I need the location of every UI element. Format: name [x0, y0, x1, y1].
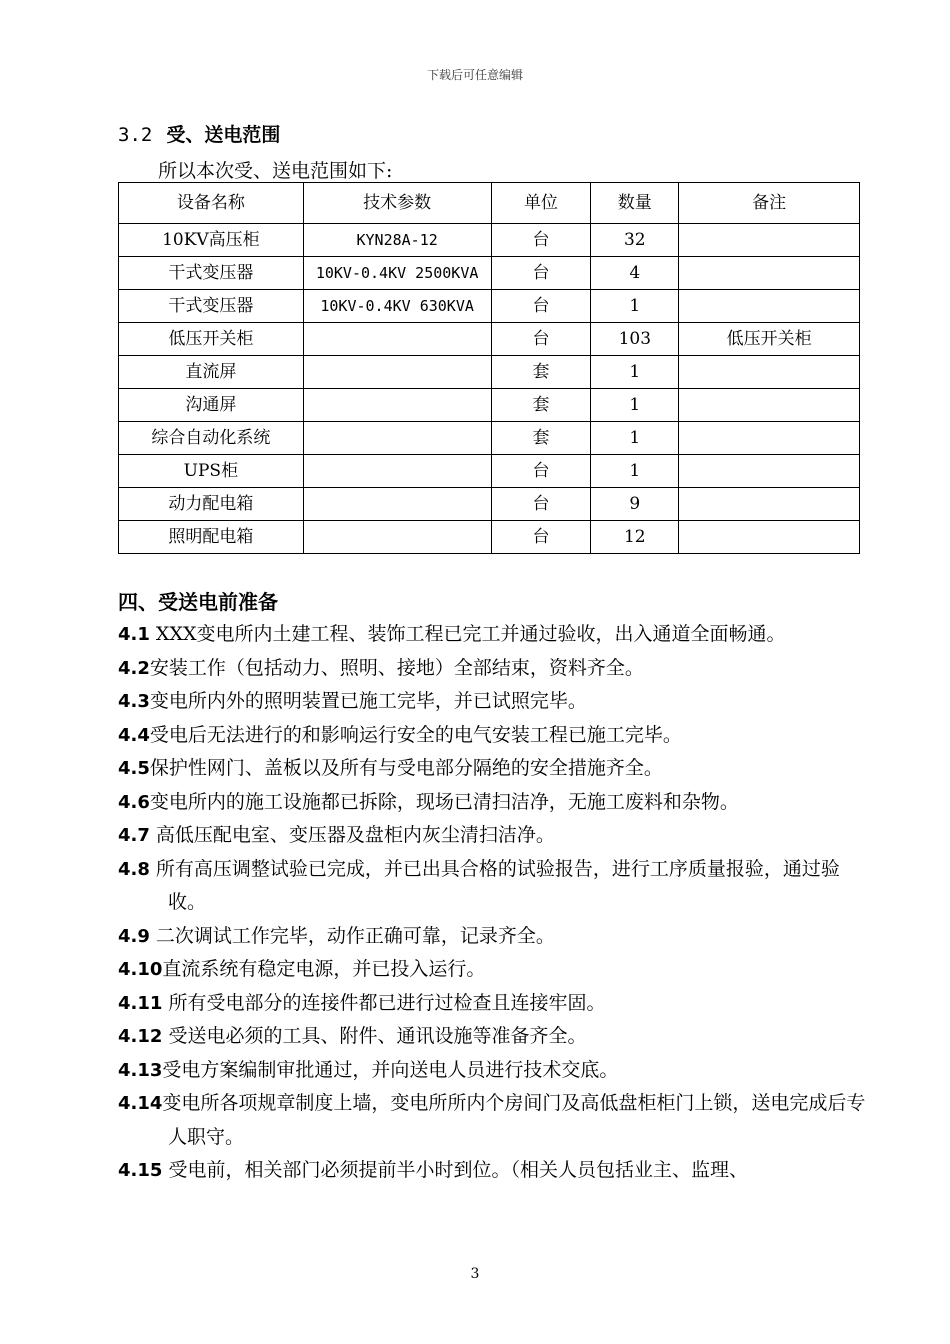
- table-cell: 动力配电箱: [119, 488, 304, 521]
- table-cell: [679, 290, 860, 323]
- item-number: 4.1: [118, 624, 150, 645]
- table-cell: 台: [491, 290, 591, 323]
- table-cell: [303, 488, 491, 521]
- list-item: [118, 987, 866, 1021]
- item-number: 4.9: [118, 925, 150, 947]
- table-cell: 照明配电箱: [119, 521, 304, 554]
- list-item: [118, 1054, 866, 1088]
- list-item: [118, 752, 866, 786]
- list-item: [118, 1087, 866, 1154]
- table-cell: 1: [591, 356, 679, 389]
- table-cell: 直流屏: [119, 356, 304, 389]
- table-cell: 套: [491, 422, 591, 455]
- table-cell: 台: [491, 488, 591, 521]
- table-cell: 台: [491, 521, 591, 554]
- header-note: 下载后可任意编辑: [426, 68, 523, 82]
- table-cell: 12: [591, 521, 679, 554]
- item-text: 直流系统有稳定电源，并已投入运行。: [162, 958, 486, 980]
- table-row: [119, 488, 860, 521]
- table-cell: [679, 422, 860, 455]
- table-row: [119, 389, 860, 422]
- chapter-title: 四、受送电前准备: [118, 590, 278, 614]
- table-header-row: [119, 183, 860, 224]
- list-item: [118, 719, 866, 753]
- table-cell: 干式变压器: [119, 257, 304, 290]
- item-number: 4.11: [118, 992, 163, 1014]
- table-row: [119, 290, 860, 323]
- col-header: 技术参数: [303, 183, 491, 224]
- table-cell: KYN28A-12: [303, 224, 491, 257]
- item-text: 变电所内外的照明装置已施工完毕，并已试照完毕。: [149, 690, 587, 712]
- table-cell: [303, 356, 491, 389]
- table-row: [119, 224, 860, 257]
- table-cell: 套: [491, 356, 591, 389]
- table-cell: 4: [591, 257, 679, 290]
- table-cell: [679, 224, 860, 257]
- table-row: [119, 521, 860, 554]
- table-cell: [303, 323, 491, 356]
- item-number: 4.12: [118, 1026, 163, 1047]
- list-item: [118, 1154, 866, 1188]
- item-text: 所有高压调整试验已完成，并已出具合格的试验报告，进行工序质量报验，通过验收。: [149, 857, 840, 913]
- table-row: [119, 356, 860, 389]
- table-row: [119, 257, 860, 290]
- list-item: [118, 853, 866, 920]
- item-text: 二次调试工作完毕，动作正确可靠，记录齐全。: [149, 924, 555, 947]
- table-cell: UPS柜: [119, 455, 304, 488]
- list-item: [118, 920, 866, 954]
- table-cell: 套: [491, 389, 591, 422]
- table-cell: 1: [591, 455, 679, 488]
- list-item: [118, 953, 866, 987]
- item-list: [118, 618, 866, 1188]
- item-text: 高低压配电室、变压器及盘柜内灰尘清扫洁净。: [149, 824, 555, 846]
- section-title-text: 受、送电范围: [166, 124, 281, 146]
- item-text: 所有受电部分的连接件都已进行过检查且连接牢固。: [162, 991, 606, 1014]
- table-cell: 1: [591, 422, 679, 455]
- table-cell: 台: [491, 323, 591, 356]
- table-cell: [303, 521, 491, 554]
- item-number: 4.13: [118, 1059, 163, 1081]
- equipment-table: [118, 182, 860, 554]
- table-cell: 低压开关柜: [679, 323, 860, 356]
- item-number: 4.14: [118, 1093, 163, 1114]
- list-item: [118, 1020, 866, 1054]
- item-number: 4.10: [118, 959, 163, 980]
- table-cell: 台: [491, 224, 591, 257]
- page-number: 3: [470, 1266, 480, 1282]
- table-cell: 台: [491, 257, 591, 290]
- item-number: 4.5: [118, 758, 150, 779]
- item-text: 受电前，相关部门必须提前半小时到位。（相关人员包括业主、监理、: [162, 1159, 748, 1181]
- section-number: 3.2: [118, 124, 153, 146]
- item-text: 保护性网门、盖板以及所有与受电部分隔绝的安全措施齐全。: [149, 757, 663, 779]
- item-number: 4.4: [118, 724, 150, 746]
- item-text: 受电方案编制审批通过，并向送电人员进行技术交底。: [162, 1058, 619, 1081]
- table-row: [119, 455, 860, 488]
- table-cell: [679, 356, 860, 389]
- item-number: 4.7: [118, 825, 150, 846]
- table-cell: 沟通屏: [119, 389, 304, 422]
- table-cell: [679, 389, 860, 422]
- col-header: 备注: [679, 183, 860, 224]
- table-row: [119, 422, 860, 455]
- item-text: 受送电必须的工具、附件、通讯设施等准备齐全。: [162, 1025, 587, 1047]
- col-header: 设备名称: [119, 183, 304, 224]
- item-text: 变电所内的施工设施都已拆除，现场已清扫洁净，无施工废料和杂物。: [149, 790, 739, 813]
- table-cell: 10KV高压柜: [119, 224, 304, 257]
- item-number: 4.6: [118, 791, 150, 813]
- item-text: 变电所各项规章制度上墙，变电所所内个房间门及高低盘柜柜门上锁，送电完成后专人职守。: [162, 1092, 866, 1148]
- item-number: 4.15: [118, 1160, 163, 1181]
- col-header: 数量: [591, 183, 679, 224]
- item-text: XXX变电所内土建工程、装饰工程已完工并通过验收，出入通道全面畅通。: [149, 623, 786, 645]
- table-cell: 9: [591, 488, 679, 521]
- list-item: [118, 652, 866, 686]
- list-item: [118, 819, 866, 853]
- col-header: 单位: [491, 183, 591, 224]
- item-number: 4.8: [118, 858, 150, 880]
- table-cell: 低压开关柜: [119, 323, 304, 356]
- item-text: 安装工作（包括动力、照明、接地）全部结束，资料齐全。: [149, 656, 644, 679]
- table-cell: [679, 488, 860, 521]
- table-cell: 10KV-0.4KV 2500KVA: [303, 257, 491, 290]
- table-cell: [303, 389, 491, 422]
- table-cell: [679, 455, 860, 488]
- table-cell: [679, 257, 860, 290]
- table-cell: [303, 455, 491, 488]
- list-item: [118, 618, 866, 652]
- table-cell: [679, 521, 860, 554]
- table-cell: 1: [591, 290, 679, 323]
- table-cell: 台: [491, 455, 591, 488]
- item-number: 4.2: [118, 657, 150, 679]
- table-cell: 103: [591, 323, 679, 356]
- list-item: [118, 685, 866, 719]
- list-item: [118, 786, 866, 820]
- intro-text: 所以本次受、送电范围如下:: [158, 160, 393, 182]
- table-row: [119, 323, 860, 356]
- table-cell: 32: [591, 224, 679, 257]
- item-number: 4.3: [118, 691, 150, 712]
- item-text: 受电后无法进行的和影响运行安全的电气安装工程已施工完毕。: [149, 723, 682, 746]
- section-title: [118, 120, 280, 147]
- table-cell: 10KV-0.4KV 630KVA: [303, 290, 491, 323]
- table-cell: 1: [591, 389, 679, 422]
- table-cell: 综合自动化系统: [119, 422, 304, 455]
- table-cell: [303, 422, 491, 455]
- table-cell: 干式变压器: [119, 290, 304, 323]
